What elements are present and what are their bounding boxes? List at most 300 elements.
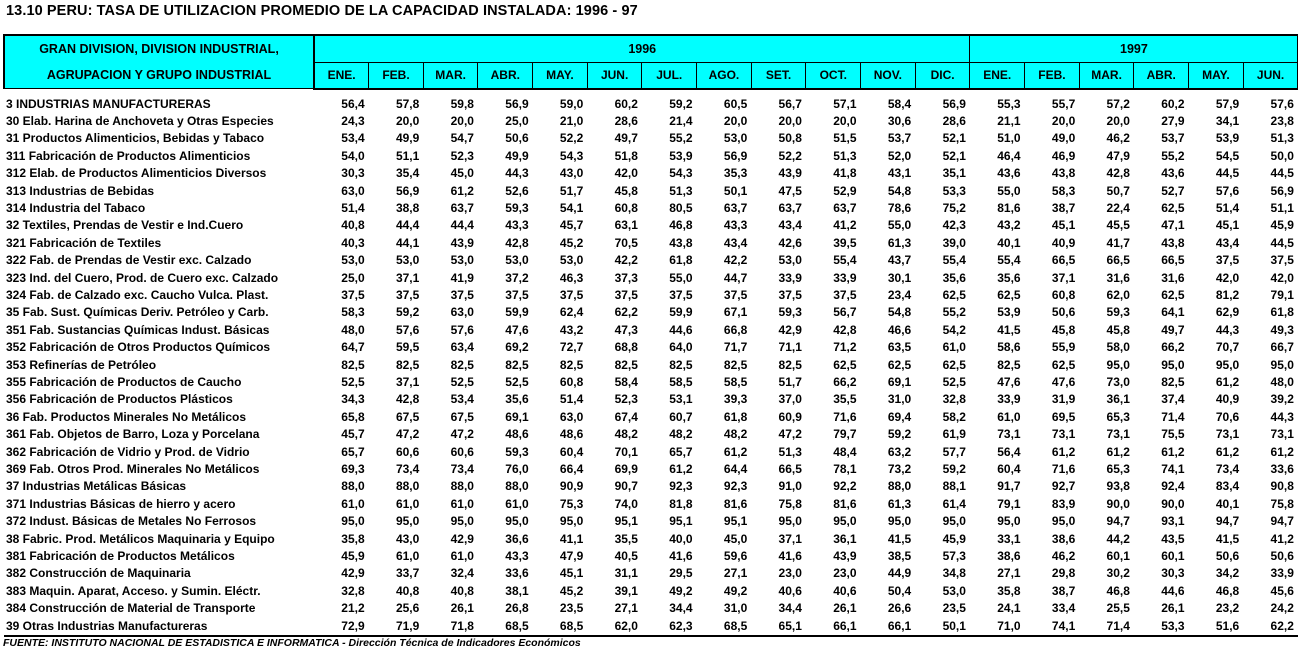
value-cell: 82,5 — [505, 357, 529, 372]
value-cell: 43,9 — [833, 549, 857, 564]
value-cell: 54,5 — [1215, 148, 1240, 163]
table-body — [4, 89, 1298, 637]
header-year-1996: 1996 — [314, 35, 970, 63]
value-cell: 37,5 — [669, 287, 693, 302]
value-cell: 92,2 — [833, 479, 857, 494]
value-cell: 69,5 — [1051, 409, 1076, 424]
value-cell: 63,0 — [450, 305, 474, 320]
value-cell: 56,4 — [341, 96, 365, 111]
value-cell: 76,0 — [505, 462, 529, 477]
value-cell: 60,2 — [1161, 96, 1185, 111]
value-cell: 62,5 — [1161, 200, 1185, 215]
value-cell: 37,1 — [395, 375, 420, 389]
value-cell: 47,9 — [1106, 148, 1130, 163]
value-cell: 92,3 — [669, 479, 693, 494]
value-cell: 31,0 — [723, 601, 748, 616]
value-cell: 93,8 — [1106, 479, 1130, 494]
value-cell: 53,4 — [341, 131, 365, 146]
value-cell: 32,4 — [450, 566, 474, 581]
value-cell: 26,1 — [1161, 601, 1185, 616]
table-row — [4, 583, 1298, 600]
value-cell: 73,4 — [1215, 462, 1240, 477]
value-cell: 75,8 — [1270, 496, 1294, 511]
value-cell: 26,6 — [887, 601, 912, 616]
value-cell: 30,1 — [887, 270, 912, 285]
value-cell: 32,8 — [341, 583, 365, 598]
value-cell: 50,8 — [778, 131, 802, 146]
value-cell: 49,0 — [1051, 131, 1076, 146]
value-cell: 95,1 — [614, 514, 638, 529]
value-cell: 30,6 — [887, 113, 912, 128]
month-header-1996-9: SET. — [751, 63, 806, 89]
value-cell: 40,3 — [341, 235, 365, 250]
value-cell: 37,4 — [1161, 392, 1185, 407]
value-cell: 71,6 — [833, 409, 857, 424]
value-cell: 73,1 — [1051, 427, 1076, 442]
value-cell: 37,5 — [1270, 253, 1294, 268]
table-row — [4, 478, 1298, 495]
value-cell: 62,0 — [1106, 287, 1130, 302]
value-cell: 45,2 — [559, 583, 584, 598]
value-cell: 52,2 — [559, 131, 584, 146]
value-cell: 42,3 — [942, 218, 966, 233]
value-cell: 50,6 — [1051, 305, 1076, 320]
value-cell: 88,0 — [887, 479, 912, 494]
value-cell: 36,6 — [505, 531, 529, 546]
value-cell: 95,0 — [450, 514, 474, 529]
value-cell: 42,2 — [723, 253, 748, 268]
value-cell: 25,0 — [505, 113, 529, 128]
value-cell: 46,3 — [559, 270, 584, 285]
value-cell: 57,3 — [942, 549, 966, 564]
row-label: 323 Ind. del Cuero, Prod. de Cuero exc. Calzado — [6, 270, 279, 285]
value-cell: 53,7 — [1161, 131, 1185, 146]
value-cell: 78,1 — [833, 462, 857, 477]
value-cell: 95,0 — [997, 514, 1021, 529]
value-cell: 52,3 — [450, 148, 474, 163]
value-cell: 69,9 — [614, 462, 638, 477]
value-cell: 30,3 — [341, 166, 365, 181]
value-cell: 41,8 — [833, 166, 857, 181]
value-cell: 23,4 — [887, 287, 912, 302]
value-cell: 79,1 — [1270, 287, 1294, 302]
value-cell: 88,1 — [942, 479, 966, 494]
value-cell: 59,3 — [1106, 305, 1130, 320]
value-cell: 79,7 — [833, 427, 857, 442]
value-cell: 46,6 — [887, 322, 912, 337]
value-cell: 37,3 — [614, 270, 638, 285]
value-cell: 52,1 — [942, 148, 966, 163]
value-cell: 70,6 — [1215, 409, 1240, 424]
value-cell: 78,6 — [887, 200, 912, 215]
value-cell: 42,0 — [1215, 270, 1240, 285]
value-cell: 61,0 — [395, 496, 420, 511]
row-label: 31 Productos Alimenticios, Bebidas y Tabaco — [6, 131, 265, 146]
value-cell: 95,0 — [1161, 357, 1185, 372]
value-cell: 45,9 — [1270, 218, 1294, 233]
value-cell: 95,0 — [1051, 514, 1076, 529]
value-cell: 62,5 — [942, 287, 966, 302]
value-cell: 71,8 — [423, 618, 478, 636]
value-cell: 41,2 — [1270, 531, 1294, 546]
value-cell: 45,7 — [559, 218, 584, 233]
value-cell: 32,8 — [942, 392, 966, 407]
value-cell: 29,8 — [1051, 566, 1076, 581]
value-cell: 58,5 — [669, 375, 693, 389]
value-cell: 63,0 — [559, 409, 584, 424]
value-cell: 58,4 — [614, 375, 638, 389]
value-cell: 66,5 — [1051, 253, 1076, 268]
value-cell: 55,3 — [997, 96, 1021, 111]
value-cell: 59,3 — [778, 305, 802, 320]
value-cell: 38,1 — [505, 583, 529, 598]
value-cell: 47,6 — [505, 322, 529, 337]
value-cell: 44,5 — [1270, 235, 1294, 250]
value-cell: 37,5 — [505, 287, 529, 302]
value-cell: 43,9 — [778, 166, 802, 181]
value-cell: 44,5 — [1215, 166, 1240, 181]
value-cell: 43,3 — [723, 218, 748, 233]
table-row — [4, 618, 1298, 636]
value-cell: 37,5 — [723, 287, 748, 302]
value-cell: 65,3 — [1106, 409, 1130, 424]
source-note: FUENTE: INSTITUTO NACIONAL DE ESTADISTICA E INFORMATICA - Dirección Técnica de Indicadores Económicos — [3, 637, 581, 649]
value-cell: 73,1 — [1106, 427, 1130, 442]
month-header-1996-3: MAR. — [423, 63, 478, 89]
value-cell: 54,1 — [559, 200, 584, 215]
value-cell: 40,6 — [833, 583, 857, 598]
value-cell: 71,7 — [723, 340, 748, 355]
value-cell: 61,2 — [450, 183, 474, 198]
value-cell: 35,6 — [942, 270, 966, 285]
value-cell: 34,3 — [341, 392, 365, 407]
table-row — [4, 113, 1298, 130]
value-cell: 31,1 — [614, 566, 638, 581]
value-cell: 62,5 — [942, 357, 966, 372]
value-cell: 47,5 — [778, 183, 802, 198]
row-label: 322 Fab. de Prendas de Vestir exc. Calzado — [6, 253, 252, 268]
value-cell: 39,2 — [1270, 392, 1294, 407]
value-cell: 48,2 — [669, 427, 693, 442]
value-cell: 33,6 — [505, 566, 529, 581]
value-cell: 44,6 — [1161, 583, 1185, 598]
value-cell: 47,1 — [1161, 218, 1185, 233]
month-header-1997-2: FEB. — [1025, 63, 1080, 89]
value-cell: 43,8 — [669, 235, 693, 250]
value-cell: 95,0 — [778, 514, 802, 529]
value-cell: 61,3 — [887, 235, 912, 250]
value-cell: 66,7 — [1270, 340, 1294, 355]
value-cell: 95,1 — [669, 514, 693, 529]
table-row — [4, 287, 1298, 304]
value-cell: 59,2 — [395, 305, 420, 320]
value-cell: 55,0 — [887, 218, 912, 233]
value-cell: 59,5 — [395, 340, 420, 355]
row-label: 356 Fabricación de Productos Plásticos — [6, 392, 233, 407]
value-cell: 51,3 — [669, 183, 693, 198]
value-cell: 40,1 — [997, 235, 1021, 250]
value-cell: 44,4 — [395, 218, 420, 233]
value-cell: 20,0 — [450, 113, 474, 128]
table-row — [4, 200, 1298, 217]
value-cell: 20,0 — [833, 113, 857, 128]
value-cell: 23,0 — [833, 566, 857, 581]
value-cell: 58,5 — [723, 375, 748, 389]
value-cell: 62,2 — [614, 305, 638, 320]
value-cell: 90,8 — [1270, 479, 1294, 494]
value-cell: 43,2 — [559, 322, 584, 337]
value-cell: 66,5 — [1106, 253, 1130, 268]
value-cell: 41,6 — [669, 549, 693, 564]
value-cell: 39,5 — [833, 235, 857, 250]
value-cell: 45,6 — [1270, 583, 1294, 598]
value-cell: 52,5 — [450, 375, 474, 389]
value-cell: 55,4 — [942, 253, 966, 268]
value-cell: 52,9 — [833, 183, 857, 198]
month-header-1997-4: ABR. — [1134, 63, 1189, 89]
value-cell: 66,5 — [778, 462, 802, 477]
value-cell: 95,0 — [1270, 357, 1294, 372]
value-cell: 38,6 — [1051, 531, 1076, 546]
table-row — [4, 600, 1298, 617]
value-cell: 65,1 — [751, 618, 806, 636]
value-cell: 82,5 — [669, 357, 693, 372]
value-cell: 44,5 — [1270, 166, 1294, 181]
value-cell: 44,1 — [395, 235, 420, 250]
value-cell: 62,5 — [833, 357, 857, 372]
value-cell: 70,1 — [614, 444, 638, 459]
value-cell: 92,4 — [1161, 479, 1185, 494]
value-cell: 61,4 — [942, 496, 966, 511]
value-cell: 60,7 — [669, 409, 693, 424]
value-cell: 47,6 — [997, 375, 1021, 389]
value-cell: 45,9 — [942, 531, 966, 546]
value-cell: 52,3 — [614, 392, 638, 407]
value-cell: 60,6 — [395, 444, 420, 459]
value-cell: 48,4 — [833, 444, 857, 459]
row-label: 352 Fabricación de Otros Productos Químicos — [6, 340, 271, 355]
value-cell: 50,6 — [1215, 549, 1240, 564]
value-cell: 40,1 — [1215, 496, 1240, 511]
value-cell: 20,0 — [395, 113, 420, 128]
value-cell: 56,9 — [395, 183, 420, 198]
value-cell: 69,2 — [505, 340, 529, 355]
value-cell: 60,2 — [614, 96, 638, 111]
value-cell: 74,0 — [614, 496, 638, 511]
value-cell: 83,9 — [1051, 496, 1076, 511]
value-cell: 24,2 — [1270, 601, 1294, 616]
value-cell: 59,3 — [505, 444, 529, 459]
value-cell: 42,9 — [450, 531, 474, 546]
value-cell: 43,9 — [450, 235, 474, 250]
value-cell: 20,0 — [1051, 113, 1076, 128]
value-cell: 57,1 — [833, 96, 857, 111]
value-cell: 42,6 — [778, 235, 802, 250]
value-cell: 53,0 — [559, 253, 584, 268]
value-cell: 51,7 — [778, 375, 802, 389]
month-header-1996-8: AGO. — [697, 63, 752, 89]
header-row-label — [4, 35, 314, 89]
value-cell: 61,2 — [1161, 444, 1185, 459]
value-cell: 68,5 — [533, 618, 588, 636]
value-cell: 72,7 — [559, 340, 584, 355]
value-cell: 52,0 — [887, 148, 912, 163]
value-cell: 43,4 — [723, 235, 748, 250]
value-cell: 23,5 — [559, 601, 584, 616]
value-cell: 82,5 — [778, 357, 802, 372]
value-cell: 92,3 — [723, 479, 748, 494]
value-cell: 90,0 — [1106, 496, 1130, 511]
value-cell: 93,1 — [1161, 514, 1185, 529]
value-cell: 41,5 — [887, 531, 912, 546]
value-cell: 42,0 — [1270, 270, 1294, 285]
value-cell: 41,5 — [1215, 531, 1240, 546]
value-cell: 62,9 — [1215, 305, 1240, 320]
value-cell: 44,6 — [669, 322, 693, 337]
value-cell: 35,4 — [395, 166, 420, 181]
value-cell: 50,1 — [723, 183, 748, 198]
value-cell: 81,6 — [997, 200, 1021, 215]
value-cell: 46,2 — [1106, 131, 1130, 146]
value-cell: 48,0 — [341, 322, 365, 337]
value-cell: 34,4 — [778, 601, 802, 616]
value-cell: 70,7 — [1215, 340, 1240, 355]
table-row — [4, 565, 1298, 582]
value-cell: 40,8 — [450, 583, 474, 598]
value-cell: 61,0 — [450, 496, 474, 511]
value-cell: 45,9 — [341, 549, 365, 564]
value-cell: 61,2 — [1051, 444, 1076, 459]
value-cell: 37,0 — [778, 392, 802, 407]
value-cell: 58,3 — [341, 305, 365, 320]
value-cell: 71,0 — [970, 618, 1025, 636]
value-cell: 91,7 — [997, 479, 1021, 494]
value-cell: 34,4 — [669, 601, 693, 616]
table-row — [4, 496, 1298, 513]
value-cell: 81,2 — [1215, 287, 1240, 302]
value-cell: 35,3 — [723, 166, 748, 181]
header-line-2: AGRUPACION Y GRUPO INDUSTRIAL — [46, 68, 272, 82]
value-cell: 54,8 — [887, 183, 912, 198]
table-row — [4, 391, 1298, 408]
value-cell: 35,8 — [997, 583, 1021, 598]
table-row — [4, 426, 1298, 443]
value-cell: 33,9 — [1270, 566, 1294, 581]
value-cell: 61,0 — [505, 496, 529, 511]
value-cell: 42,9 — [341, 566, 365, 581]
value-cell: 45,8 — [1051, 322, 1076, 337]
value-cell: 56,9 — [1270, 183, 1294, 198]
value-cell: 95,0 — [505, 514, 529, 529]
value-cell: 46,2 — [1051, 549, 1076, 564]
value-cell: 53,0 — [505, 253, 529, 268]
value-cell: 37,1 — [778, 531, 802, 546]
value-cell: 71,4 — [1079, 618, 1134, 636]
value-cell: 61,2 — [669, 462, 693, 477]
value-cell: 41,5 — [997, 322, 1021, 337]
value-cell: 50,0 — [1270, 148, 1294, 163]
value-cell: 81,6 — [723, 496, 748, 511]
value-cell: 56,4 — [997, 444, 1021, 459]
value-cell: 55,0 — [997, 183, 1021, 198]
value-cell: 90,9 — [559, 479, 584, 494]
value-cell: 35,6 — [997, 270, 1021, 285]
value-cell: 92,7 — [1051, 479, 1076, 494]
value-cell: 50,1 — [915, 618, 970, 636]
value-cell: 40,5 — [614, 549, 638, 564]
value-cell: 46,8 — [669, 218, 693, 233]
value-cell: 39,1 — [614, 583, 638, 598]
value-cell: 22,4 — [1106, 200, 1130, 215]
row-label: 383 Maquin. Aparat, Acceso. y Sumin. Eléctr. — [6, 583, 261, 598]
value-cell: 43,4 — [1215, 235, 1240, 250]
value-cell: 42,8 — [395, 392, 420, 407]
value-cell: 82,5 — [614, 357, 638, 372]
value-cell: 42,8 — [833, 322, 857, 337]
value-cell: 30,2 — [1106, 566, 1130, 581]
value-cell: 83,4 — [1215, 479, 1240, 494]
month-header-1996-12: DIC. — [915, 63, 970, 89]
row-label: 36 Fab. Productos Minerales No Metálicos — [6, 409, 247, 424]
value-cell: 62,2 — [1243, 618, 1298, 636]
value-cell: 60,4 — [997, 462, 1021, 477]
value-cell: 88,0 — [395, 479, 420, 494]
value-cell: 73,4 — [450, 462, 474, 477]
value-cell: 59,8 — [450, 96, 474, 111]
value-cell: 68,5 — [697, 618, 752, 636]
value-cell: 55,9 — [1051, 340, 1076, 355]
table-row — [4, 183, 1298, 200]
value-cell: 43,4 — [778, 218, 802, 233]
value-cell: 40,0 — [669, 531, 693, 546]
value-cell: 70,5 — [614, 235, 638, 250]
table-row — [4, 461, 1298, 478]
value-cell: 46,4 — [997, 148, 1021, 163]
value-cell: 31,6 — [1161, 270, 1185, 285]
value-cell: 27,1 — [614, 601, 638, 616]
value-cell: 31,6 — [1106, 270, 1130, 285]
value-cell: 59,2 — [669, 96, 693, 111]
value-cell: 50,4 — [887, 583, 912, 598]
value-cell: 60,5 — [723, 96, 748, 111]
value-cell: 55,2 — [1161, 148, 1185, 163]
value-cell: 82,5 — [997, 357, 1021, 372]
value-cell: 46,8 — [1215, 583, 1240, 598]
row-label: 369 Fab. Otros Prod. Minerales No Metálicos — [6, 462, 260, 477]
value-cell: 27,9 — [1161, 113, 1185, 128]
value-cell: 95,0 — [1215, 357, 1240, 372]
value-cell: 41,2 — [833, 218, 857, 233]
value-cell: 57,2 — [1106, 96, 1130, 111]
value-cell: 37,5 — [559, 287, 584, 302]
value-cell: 58,2 — [942, 409, 966, 424]
value-cell: 54,0 — [341, 148, 365, 163]
value-cell: 41,1 — [559, 531, 584, 546]
value-cell: 34,8 — [942, 566, 966, 581]
value-cell: 61,8 — [669, 253, 693, 268]
value-cell: 61,2 — [1215, 375, 1240, 389]
row-label: 384 Construcción de Material de Transporte — [6, 601, 256, 616]
value-cell: 95,0 — [559, 514, 584, 529]
value-cell: 64,4 — [723, 462, 748, 477]
table-row — [4, 235, 1298, 252]
value-cell: 62,5 — [887, 357, 912, 372]
value-cell: 65,3 — [1106, 462, 1130, 477]
value-cell: 62,0 — [587, 618, 642, 636]
value-cell: 21,0 — [559, 113, 584, 128]
row-label: 3 INDUSTRIAS MANUFACTURERAS — [6, 96, 211, 111]
value-cell: 47,2 — [778, 427, 802, 442]
